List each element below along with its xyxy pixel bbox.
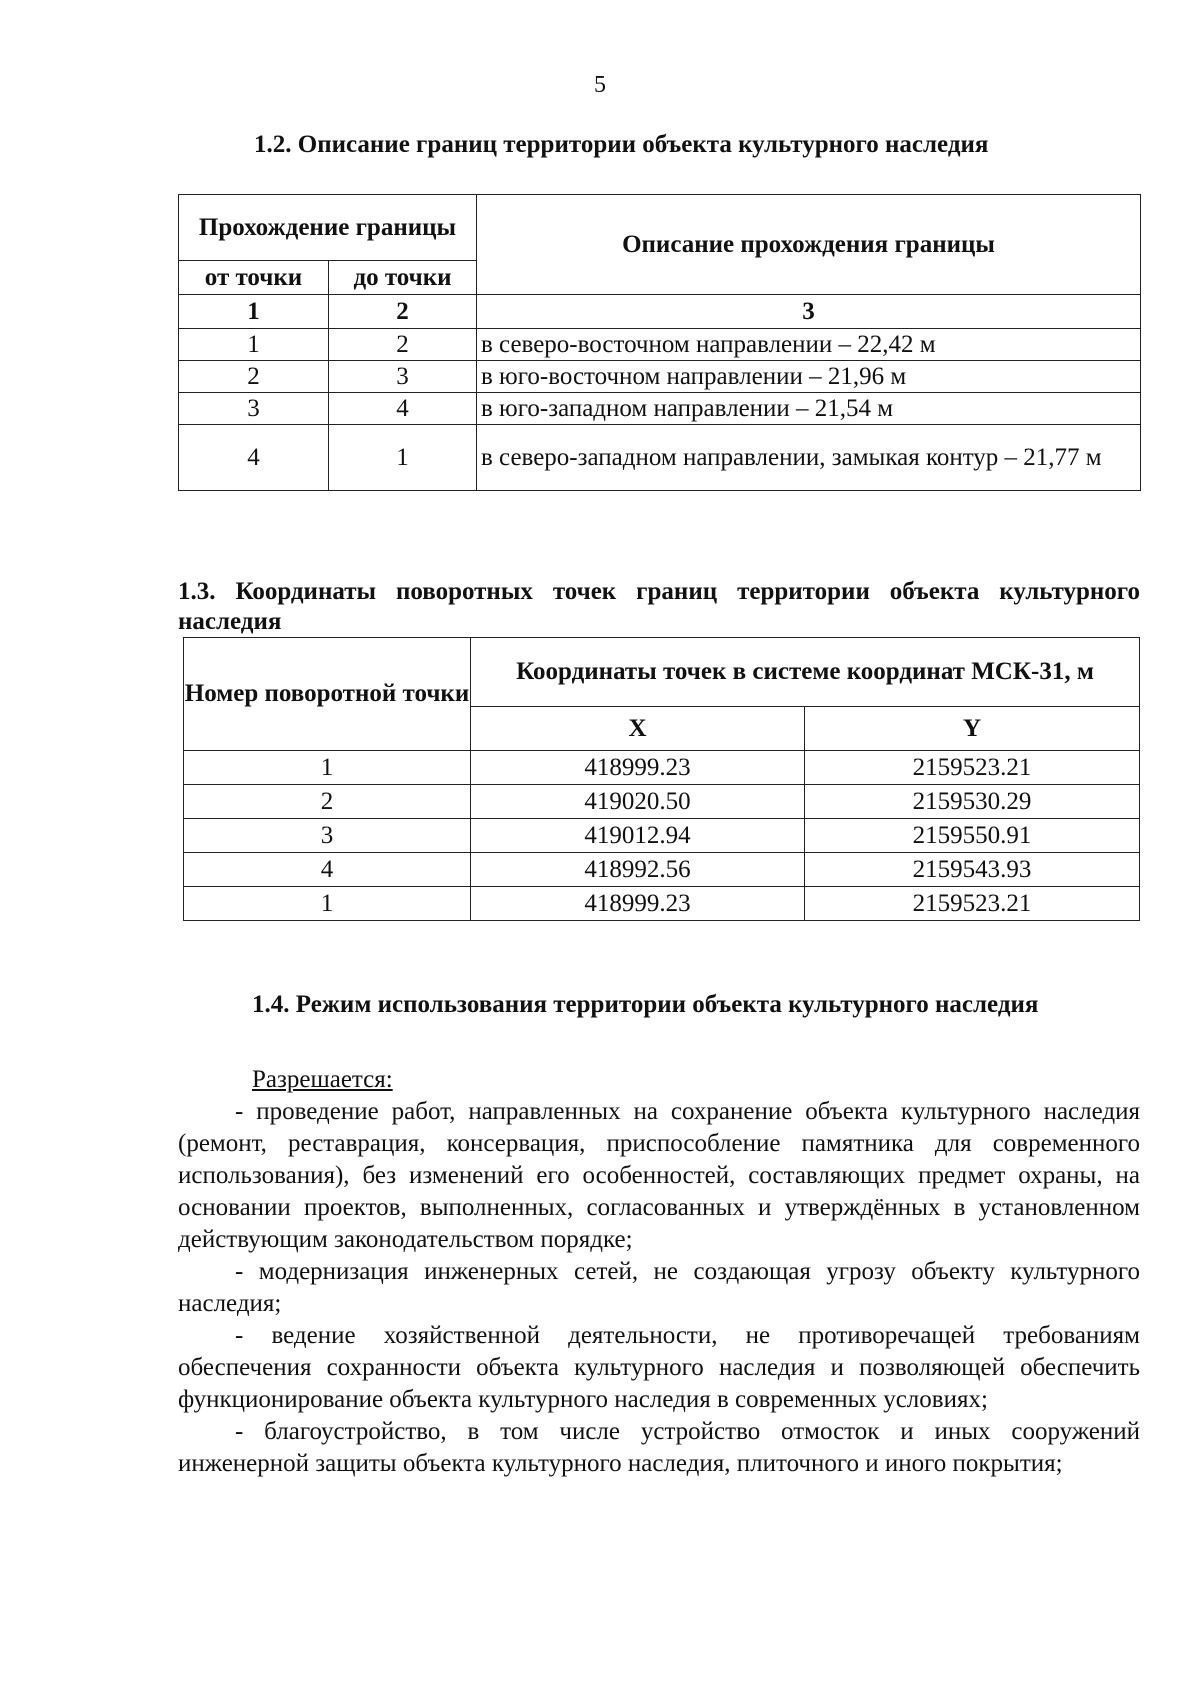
header-coordinates: Координаты точек в системе координат МСК-31, м xyxy=(471,638,1140,707)
from-point-cell: 2 xyxy=(179,361,329,393)
table-row xyxy=(184,785,1140,819)
description-cell: в северо-восточном направлении – 22,42 м xyxy=(477,329,1141,361)
table-row xyxy=(179,329,1141,361)
x-cell: 418992.56 xyxy=(471,853,805,887)
permitted-label: Разрешается: xyxy=(252,1066,393,1093)
y-cell: 2159523.21 xyxy=(805,751,1140,785)
to-point-cell: 1 xyxy=(329,425,477,491)
table-row xyxy=(184,819,1140,853)
header-x: X xyxy=(471,707,805,751)
x-cell: 418999.23 xyxy=(471,751,805,785)
table-row xyxy=(184,751,1140,785)
y-cell: 2159543.93 xyxy=(805,853,1140,887)
x-cell: 418999.23 xyxy=(471,887,805,921)
table-row xyxy=(184,853,1140,887)
column-number: 3 xyxy=(477,295,1141,329)
header-description: Описание прохождения границы xyxy=(477,195,1141,295)
x-cell: 419012.94 xyxy=(471,819,805,853)
point-cell: 1 xyxy=(184,751,471,785)
description-cell: в северо-западном направлении, замыкая контур – 21,77 м xyxy=(477,425,1141,491)
table-row xyxy=(179,425,1141,491)
header-point-number: Номер поворотной точки xyxy=(184,638,471,751)
y-cell: 2159550.91 xyxy=(805,819,1140,853)
from-point-cell: 4 xyxy=(179,425,329,491)
y-cell: 2159530.29 xyxy=(805,785,1140,819)
y-cell: 2159523.21 xyxy=(805,887,1140,921)
section-1-4-title: 1.4. Режим использования территории объекта культурного наследия xyxy=(252,991,1039,1018)
header-y: Y xyxy=(805,707,1140,751)
header-passage: Прохождение границы xyxy=(179,195,477,261)
coordinates-table xyxy=(183,637,1140,921)
permitted-item: - ведение хозяйственной деятельности, не противоречащей требованиям обеспечения сохранности объекта культурного наследия и позволяющей обеспечить функционирование объекта культурного наследия в современных условиях; xyxy=(178,1322,1140,1413)
boundary-description-table xyxy=(178,194,1141,491)
permitted-item: - проведение работ, направленных на сохранение объекта культурного наследия (ремонт, реставрация, консервация, приспособление памятника для современного использования), без изменений его особенностей, составляющих предмет охраны, на основании проектов, выполненных, согласованных и утверждённых в установленном действующим законодательством порядке; xyxy=(178,1098,1140,1253)
point-cell: 4 xyxy=(184,853,471,887)
permitted-item: - благоустройство, в том числе устройство отмосток и иных сооружений инженерной защиты объекта культурного наследия, плиточного и иного покрытия; xyxy=(178,1418,1140,1477)
point-cell: 2 xyxy=(184,785,471,819)
permitted-item: - модернизация инженерных сетей, не создающая угрозу объекту культурного наследия; xyxy=(178,1258,1140,1317)
from-point-cell: 3 xyxy=(179,393,329,425)
x-cell: 419020.50 xyxy=(471,785,805,819)
section-1-2-title: 1.2. Описание границ территории объекта культурного наследия xyxy=(254,131,989,158)
point-cell: 3 xyxy=(184,819,471,853)
section-1-3-title: 1.3. Координаты поворотных точек границ территории объекта культурного наследия xyxy=(178,578,1140,635)
header-from-point: от точки xyxy=(179,261,329,295)
to-point-cell: 2 xyxy=(329,329,477,361)
from-point-cell: 1 xyxy=(179,329,329,361)
permitted-activities xyxy=(178,1064,1140,1480)
table-row xyxy=(179,361,1141,393)
table-row xyxy=(184,887,1140,921)
table-row xyxy=(179,393,1141,425)
column-number: 1 xyxy=(179,295,329,329)
description-cell: в юго-восточном направлении – 21,96 м xyxy=(477,361,1141,393)
to-point-cell: 4 xyxy=(329,393,477,425)
header-to-point: до точки xyxy=(329,261,477,295)
to-point-cell: 3 xyxy=(329,361,477,393)
description-cell: в юго-западном направлении – 21,54 м xyxy=(477,393,1141,425)
column-number: 2 xyxy=(329,295,477,329)
page-number: 5 xyxy=(594,72,606,98)
point-cell: 1 xyxy=(184,887,471,921)
